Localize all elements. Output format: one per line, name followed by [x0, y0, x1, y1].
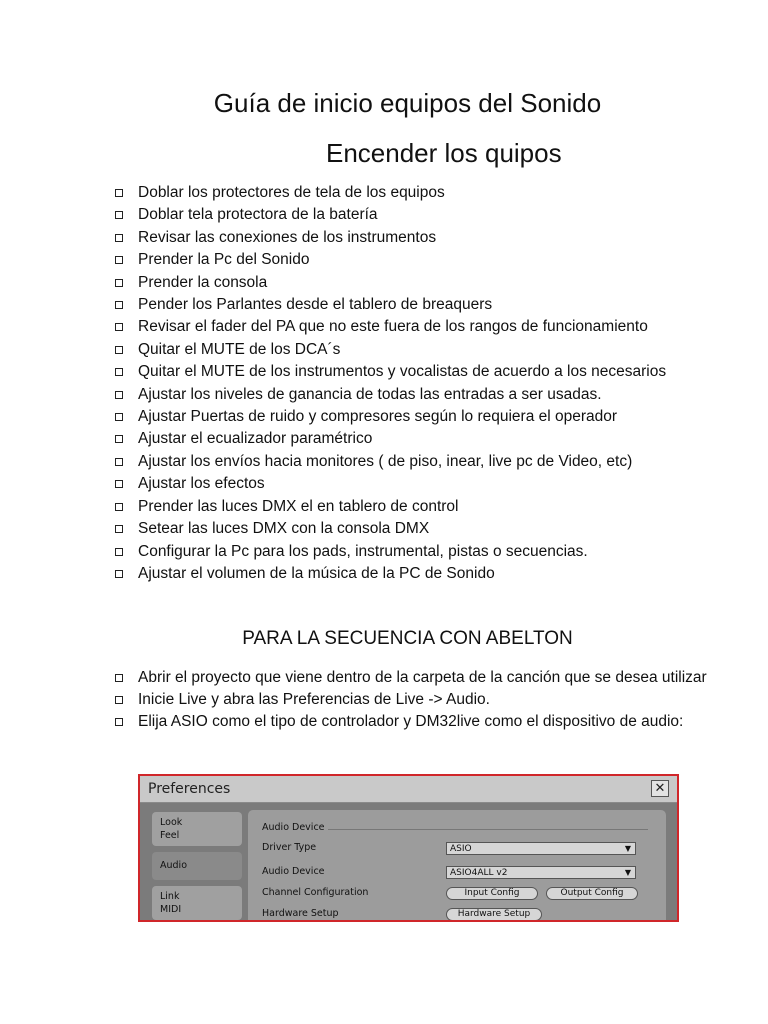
hardware-setup-button[interactable]: Hardware Setup [446, 908, 542, 921]
checklist-item [113, 563, 733, 585]
hardware-setup-label: Hardware Setup [262, 908, 339, 919]
tab-link-midi[interactable] [152, 886, 242, 920]
checklist-item [113, 204, 733, 226]
tab-audio[interactable] [152, 852, 242, 880]
checklist-item-text: Elija ASIO como el tipo de controlador y DM32live como el dispositivo de audio: [138, 712, 684, 730]
checklist-item-text: Ajustar el volumen de la música de la PC de Sonido [138, 564, 495, 582]
checkbox-icon[interactable] [115, 189, 123, 197]
checklist-item-text: Inicie Live y abra las Preferencias de Live -> Audio. [138, 690, 490, 708]
audio-device-select[interactable] [446, 866, 636, 879]
checklist-item [113, 541, 733, 563]
checkbox-icon[interactable] [115, 548, 123, 556]
audio-device-section-title: Audio Device [262, 822, 325, 833]
checkbox-icon[interactable] [115, 696, 123, 704]
checkbox-icon[interactable] [115, 458, 123, 466]
checkbox-icon[interactable] [115, 368, 123, 376]
output-config-button[interactable]: Output Config [546, 887, 638, 900]
chevron-down-icon: ▼ [624, 844, 631, 853]
checkbox-icon[interactable] [115, 256, 123, 264]
preferences-titlebar [140, 776, 677, 803]
checkbox-icon[interactable] [115, 480, 123, 488]
checklist-item [113, 428, 733, 450]
checklist-item [113, 689, 728, 711]
checkbox-icon[interactable] [115, 503, 123, 511]
audio-device-value: ASIO4ALL v2 [450, 868, 508, 878]
checklist-item-text: Revisar el fader del PA que no este fuera de los rangos de funcionamiento [138, 318, 648, 336]
checklist-item-text: Ajustar Puertas de ruido y compresores según lo requiera el operador [138, 408, 618, 426]
tab-look-feel[interactable] [152, 812, 242, 846]
checklist-item [113, 361, 733, 383]
checklist-item-text: Ajustar los niveles de ganancia de todas las entradas a ser usadas. [138, 385, 602, 403]
checklist-item [113, 249, 733, 271]
close-icon[interactable]: ✕ [651, 780, 669, 797]
audio-device-label: Audio Device [262, 866, 325, 877]
chevron-down-icon: ▼ [624, 868, 631, 877]
checkbox-icon[interactable] [115, 346, 123, 354]
channel-configuration-label: Channel Configuration [262, 887, 369, 898]
document-title: Guía de inicio equipos del Sonido [213, 88, 602, 118]
checklist-item-text: Pender los Parlantes desde el tablero de breaquers [138, 296, 493, 314]
checkbox-icon[interactable] [115, 435, 123, 443]
checklist-item [113, 518, 733, 540]
document-subtitle: Encender los quipos [326, 138, 562, 168]
checkbox-icon[interactable] [115, 570, 123, 578]
checklist-item-text: Prender la consola [138, 273, 268, 291]
checkbox-icon[interactable] [115, 323, 123, 331]
tab-link-midi-label: Link MIDI [160, 891, 182, 915]
checkbox-icon[interactable] [115, 279, 123, 287]
checkbox-icon[interactable] [115, 525, 123, 533]
driver-type-value: ASIO [450, 844, 472, 854]
abelton-section-title: PARA LA SECUENCIA CON ABELTON [242, 628, 573, 649]
checkbox-icon[interactable] [115, 718, 123, 726]
checklist-item [113, 384, 733, 406]
checklist-item-text: Prender la Pc del Sonido [138, 251, 310, 269]
checklist-item [113, 496, 733, 518]
checklist-item-text: Ajustar el ecualizador paramétrico [138, 430, 373, 448]
abelton-checklist [113, 667, 733, 732]
checklist-item [113, 182, 733, 204]
checklist-item [113, 316, 733, 338]
section-divider [328, 829, 648, 830]
checklist-item-text: Prender las luces DMX el en tablero de control [138, 497, 459, 515]
checklist-item-text: Doblar los protectores de tela de los equipos [138, 184, 445, 201]
checkbox-icon[interactable] [115, 413, 123, 421]
checklist-item-text: Ajustar los efectos [138, 475, 265, 493]
checklist-item [113, 406, 733, 428]
checklist-item [113, 711, 728, 733]
checkbox-icon[interactable] [115, 234, 123, 242]
checklist-item [113, 227, 733, 249]
checklist-item-text: Revisar las conexiones de los instrumentos [138, 228, 437, 246]
checkbox-icon[interactable] [115, 674, 123, 682]
preferences-tabs [152, 812, 242, 922]
tab-look-feel-label: Look Feel [160, 817, 183, 841]
checklist-item-text: Abrir el proyecto que viene dentro de la carpeta de la canción que se desea utilizar [138, 669, 707, 686]
checkbox-icon[interactable] [115, 301, 123, 309]
preferences-screenshot [138, 774, 679, 922]
driver-type-label: Driver Type [262, 842, 317, 853]
checklist-item-text: Ajustar los envíos hacia monitores ( de piso, inear, live pc de Video, etc) [138, 452, 633, 470]
checklist-item-text: Quitar el MUTE de los instrumentos y vocalistas de acuerdo a los necesarios [138, 363, 667, 381]
driver-type-select[interactable] [446, 842, 636, 855]
checkbox-icon[interactable] [115, 211, 123, 219]
checklist-item-text: Quitar el MUTE de los DCA´s [138, 340, 341, 358]
checklist-item [113, 339, 733, 361]
checklist-item [113, 473, 733, 495]
checkbox-icon[interactable] [115, 391, 123, 399]
preferences-title: Preferences [148, 781, 231, 797]
checklist-item [113, 272, 733, 294]
checklist-item-text: Configurar la Pc para los pads, instrumental, pistas o secuencias. [138, 542, 588, 560]
checklist-item-text: Doblar tela protectora de la batería [138, 206, 378, 224]
checklist-item [113, 667, 728, 689]
checklist-item [113, 451, 733, 473]
input-config-button[interactable]: Input Config [446, 887, 538, 900]
audio-settings-panel [248, 810, 666, 922]
checklist-item-text: Setear las luces DMX con la consola DMX [138, 520, 430, 538]
startup-checklist [113, 182, 733, 585]
checklist-item [113, 294, 733, 316]
tab-audio-label: Audio [160, 860, 188, 871]
